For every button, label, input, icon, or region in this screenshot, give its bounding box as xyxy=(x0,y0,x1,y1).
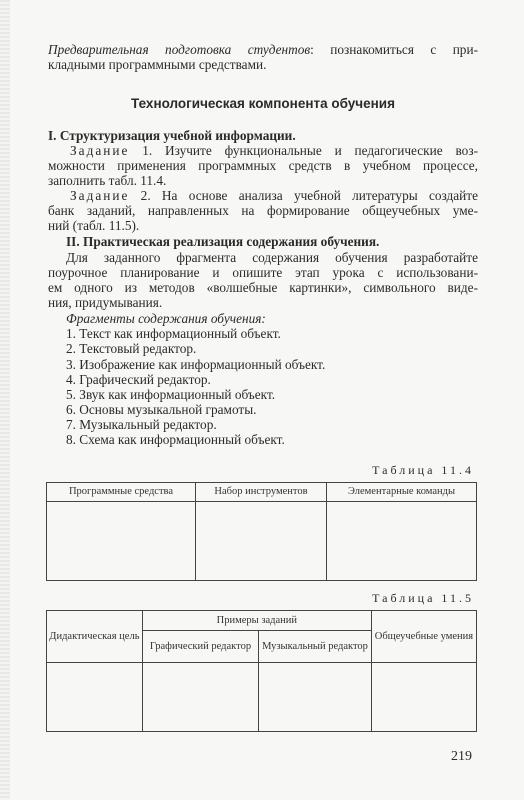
table-cell xyxy=(327,502,477,581)
fragments-label: Фрагменты содержания обучения: xyxy=(66,311,266,326)
table-11-4 xyxy=(46,482,477,581)
task2-line-3: ний (табл. 11.5). xyxy=(48,218,140,233)
table-cell xyxy=(47,663,143,732)
page-number: 219 xyxy=(451,749,472,764)
table-subheader: Графический редактор xyxy=(142,631,258,663)
table-header: Программные средства xyxy=(47,483,196,502)
section2-p1: Для заданного фрагмента содержания обучения разработайте xyxy=(66,250,478,265)
fragment-item: 3. Изображение как информационный объект. xyxy=(66,357,326,372)
section-heading: Технологическая компонента обучения xyxy=(131,96,395,111)
fragment-item: 8. Схема как информационный объект. xyxy=(66,432,285,447)
task2-line-2: банк заданий, направленных на формирование общеучебных уме- xyxy=(48,203,478,218)
task1-line-3: заполнить табл. 11.4. xyxy=(48,173,167,188)
table-cell xyxy=(259,663,372,732)
fragment-item: 7. Музыкальный редактор. xyxy=(66,417,217,432)
task1-text-1: 1. Изучите функциональные и педагогические воз- xyxy=(142,143,478,158)
intro-line-1 xyxy=(48,42,478,57)
fragment-item: 2. Текстовый редактор. xyxy=(66,341,197,356)
fragment-item: 4. Графический редактор. xyxy=(66,372,211,387)
fragment-item: 5. Звук как информационный объект. xyxy=(66,387,276,402)
table-header: Дидактическая цель xyxy=(47,611,143,663)
section1-title: I. Структуризация учебной информации. xyxy=(48,128,296,143)
task2-text-1: 2. На основе анализа учебной литературы создайте xyxy=(140,188,479,203)
fragment-item: 6. Основы музыкальной грамоты. xyxy=(66,402,257,417)
page-edge xyxy=(0,0,10,800)
intro-label: Предварительная подготовка студентов xyxy=(48,42,311,57)
table-header-group: Примеры заданий xyxy=(142,611,371,631)
task1-label: Задание xyxy=(70,143,130,158)
table-header: Общеучебные умения xyxy=(371,611,476,663)
table-header: Набор инструментов xyxy=(196,483,327,502)
section2-title: II. Практическая реализация содержания обучения. xyxy=(66,234,380,249)
table-cell xyxy=(371,663,476,732)
section2-p3: ем одного из методов «волшебные картинки», символьного виде- xyxy=(48,280,478,295)
table-header: Элементарные команды xyxy=(327,483,477,502)
intro-text-1: : познакомиться с при- xyxy=(310,42,478,57)
table-cell xyxy=(196,502,327,581)
table-cell xyxy=(47,502,196,581)
table-subheader: Музыкальный редактор xyxy=(259,631,372,663)
intro-line-2: кладными программными средствами. xyxy=(48,57,267,72)
table-11-5 xyxy=(46,610,477,732)
fragment-item: 1. Текст как информационный объект. xyxy=(66,326,281,341)
section2-p2: поурочное планирование и опишите этап урока с использовани- xyxy=(48,265,478,280)
table-11-5-caption: Таблица 11.5 xyxy=(372,591,474,605)
table-cell xyxy=(142,663,258,732)
table-11-4-caption: Таблица 11.4 xyxy=(372,463,474,477)
task1-line-1 xyxy=(48,143,478,158)
task1-line-2: можности применения программных средств в учебном процессе, xyxy=(48,158,478,173)
task2-line-1 xyxy=(48,188,478,203)
section2-p4: ния, придумывания. xyxy=(48,295,163,310)
task2-label: Задание xyxy=(70,188,130,203)
